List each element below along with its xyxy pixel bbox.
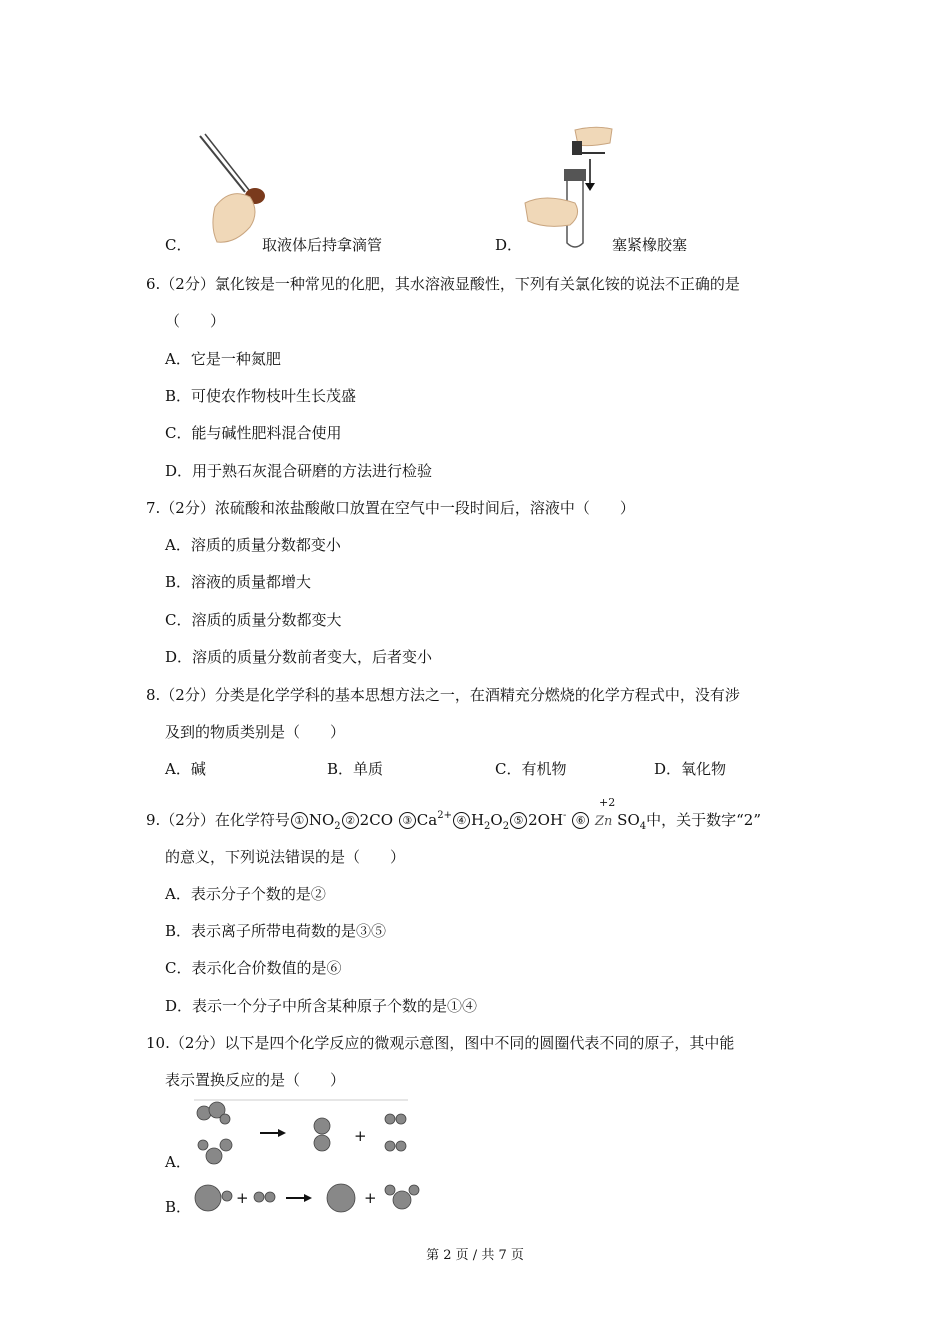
question-7-option-a: A．溶质的质量分数都变小 [165,536,341,554]
question-6-stem: 6.（2分）氯化铵是一种常见的化肥，其水溶液显酸性，下列有关氯化铵的说法不正确的是 [146,275,740,293]
question-7-stem: 7.（2分）浓硫酸和浓盐酸敞口放置在空气中一段时间后，溶液中（ ） [146,499,635,517]
question-9-option-c: C．表示化合价数值的是⑥ [165,959,342,977]
question-8-option-d: D．氧化物 [654,760,727,778]
svg-text:+: + [354,1127,367,1145]
option-d-label: D． [495,236,523,254]
question-10-option-b: B． [165,1198,192,1216]
question-8-option-a: A．碱 [165,760,206,778]
reaction-diagram-a [190,1098,415,1170]
marker-5: ⑤ [510,812,527,829]
marker-6: ⑥ [572,812,589,829]
question-10-stem: 10.（2分）以下是四个化学反应的微观示意图，图中不同的圆圈代表不同的原子，其中能 [146,1034,735,1052]
question-7-option-c: C．溶质的质量分数都变大 [165,611,342,629]
marker-4: ④ [453,812,470,829]
svg-text:+: + [236,1189,249,1207]
question-8-stem: 8.（2分）分类是化学学科的基本思想方法之一，在酒精充分燃烧的化学方程式中，没有涉 [146,686,740,704]
question-6-option-b: B．可使农作物枝叶生长茂盛 [165,387,357,405]
question-6-option-d: D．用于熟石灰混合研磨的方法进行检验 [165,462,433,480]
question-8-stem-cont: 及到的物质类别是（ ） [165,723,346,741]
svg-text:+: + [364,1189,377,1207]
test-tube-stopper-illustration [520,125,615,253]
question-8-option-c: C．有机物 [495,760,567,778]
marker-2: ② [342,812,359,829]
question-9-option-a: A．表示分子个数的是② [165,885,326,903]
question-6-stem-cont: （ ） [165,312,226,330]
question-9-stem: 9.（2分）在化学符号 ① $NO_2$ ② 2CO ③ $Ca^{2+}$ ④ $H_2O_2$ ⑤ 2OH- ⑥ +2 Zn $SO_4$中，关于数字“2” [146,796,762,832]
question-10-stem-cont: 表示置换反应的是（ ） [165,1071,346,1089]
marker-1: ① [291,812,308,829]
question-9-option-b: B．表示离子所带电荷数的是③⑤ [165,922,387,940]
dropper-hand-illustration [195,132,275,250]
question-7-option-d: D．溶质的质量分数前者变大，后者变小 [165,648,433,666]
question-10-option-a: A． [165,1153,191,1171]
page-footer: 第 2 页 / 共 7 页 [426,1248,524,1263]
option-d-caption: 塞紧橡胶塞 [612,236,688,254]
option-c-caption: 取液体后持拿滴管 [262,236,383,254]
option-c-label: C． [165,236,192,254]
question-9-stem-cont: 的意义，下列说法错误的是（ ） [165,848,406,866]
question-9-option-d: D．表示一个分子中所含某种原子个数的是①④ [165,997,478,1015]
marker-3: ③ [399,812,416,829]
question-8-option-b: B．单质 [327,760,384,778]
question-6-option-a: A．它是一种氮肥 [165,350,281,368]
reaction-diagram-b [190,1178,425,1218]
question-7-option-b: B．溶液的质量都增大 [165,573,312,591]
question-6-option-c: C．能与碱性肥料混合使用 [165,424,342,442]
